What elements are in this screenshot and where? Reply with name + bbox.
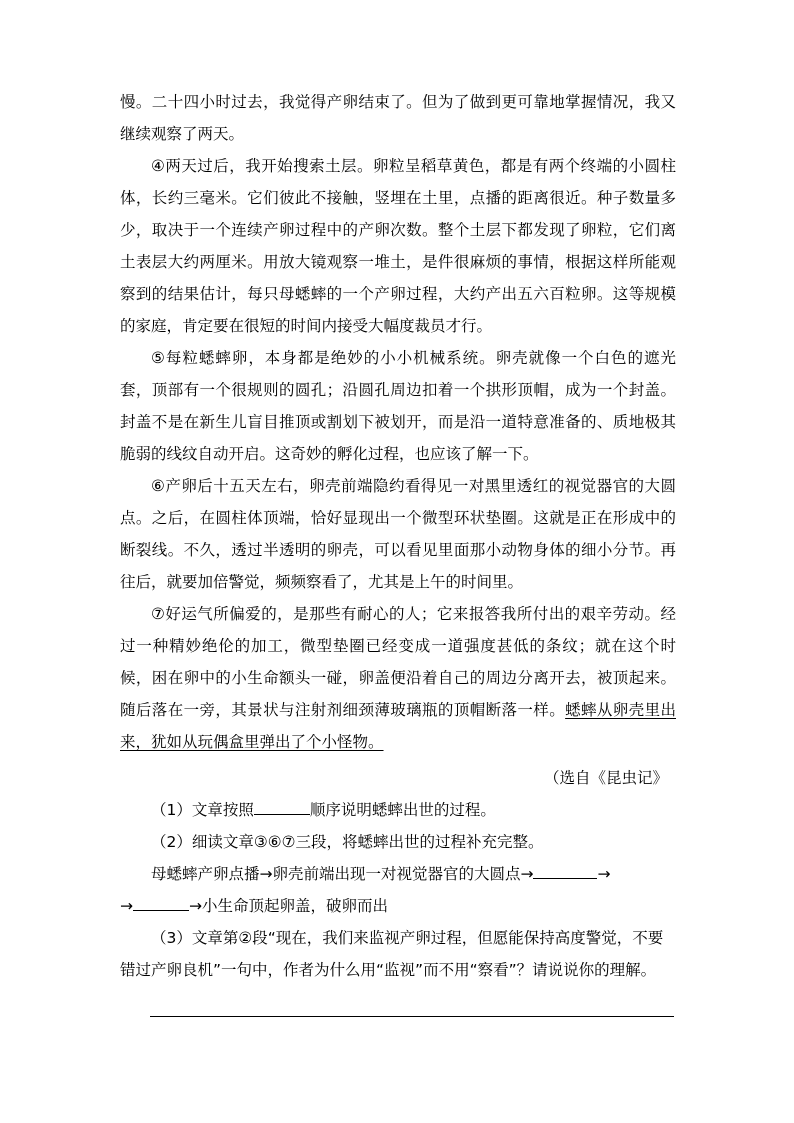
question-2: （2）细读文章③⑥⑦三段，将蟋蟀出世的过程补充完整。 (151, 833, 544, 851)
underlined-sentence: 蟋蟀从卵壳里出来，犹如从玩偶盒里弹出了个小怪物。 (120, 701, 676, 751)
question-1-suffix: 顺序说明蟋蟀出世的过程。 (309, 801, 496, 819)
chain-text-2: →小生命顶起卵盖，破卵而出 (189, 897, 388, 915)
chain-text-1: 母蟋蟀产卵点播→卵壳前端出现一对视觉器官的大圆点→ (151, 865, 534, 883)
paragraph-continued: 慢。二十四小时过去，我觉得产卵结束了。但为了做到更可靠地掌握情况，我又继续观察了两天。 (120, 93, 676, 143)
paragraph-6: ⑥产卵后十五天左右，卵壳前端隐约看得见一对黑里透红的视觉器官的大圆点。之后，在圆柱体顶端，恰好显现出一个微型环状垫圈。这就是正在形成中的断裂线。不久，透过半透明的卵壳，可以看见里面那小动物身体的细小分节。再往后，就要加倍警觉，频频察看了，尤其是上午的时间里。 (120, 477, 676, 591)
source-citation: （选自《昆虫记》 (543, 769, 668, 787)
passage-content (120, 86, 676, 986)
paragraph-7 (120, 598, 676, 758)
answer-line[interactable] (150, 1016, 674, 1017)
answer-blank-1[interactable] (254, 796, 310, 815)
question-3: （3）文章第②段“现在，我们来监视产卵过程，但愿能保持高度警觉，不要错过产卵良机”一句中，作者为什么用“监视”而不用“察看”？请说说你的理解。 (120, 929, 664, 979)
question-1 (120, 794, 676, 826)
answer-blank-2[interactable] (533, 860, 597, 879)
chain-arrow-start: → (120, 897, 133, 915)
question-1-prefix: （1）文章按照 (151, 801, 254, 819)
paragraph-5: ⑤每粒蟋蟀卵，本身都是绝妙的小小机械系统。卵壳就像一个白色的遮光套，顶部有一个很规则的圆孔；沿圆孔周边扣着一个拱形顶帽，成为一个封盖。封盖不是在新生儿盲目推顶或割划下被划开，而是沿一道特意准备的、质地极其脆弱的线纹自动开启。这奇妙的孵化过程，也应该了解一下。 (120, 349, 676, 463)
answer-blank-3[interactable] (133, 892, 189, 911)
chain-arrow: → (597, 865, 611, 883)
paragraph-4: ④两天过后，我开始搜索土层。卵粒呈稻草黄色，都是有两个终端的小圆柱体，长约三毫米。它们彼此不接触，竖埋在土里，点播的距离很近。种子数量多少，取决于一个连续产卵过程中的产卵次数。整个土层下都发现了卵粒，它们离土表层大约两厘米。用放大镜观察一堆土，是件很麻烦的事情，根据这样所能观察到的结果估计，每只母蟋蟀的一个产卵过程，大约产出五六百粒卵。这等规模的家庭，肯定要在很短的时间内接受大幅度裁员才行。 (120, 157, 676, 335)
paragraph-7-text: ⑦好运气所偏爱的，是那些有耐心的人；它来报答我所付出的艰辛劳动。经过一种精妙绝伦的加工，微型垫圈已经变成一道强度甚低的条纹；就在这个时候，困在卵中的小生命额头一碰，卵盖便沿着自己的周边分离开去，被顶起来。随后落在一旁，其景状与注射剂细颈薄玻璃瓶的顶帽断落一样。 (120, 605, 676, 719)
question-2-chain-cont (120, 890, 676, 922)
question-2-chain (120, 858, 676, 890)
